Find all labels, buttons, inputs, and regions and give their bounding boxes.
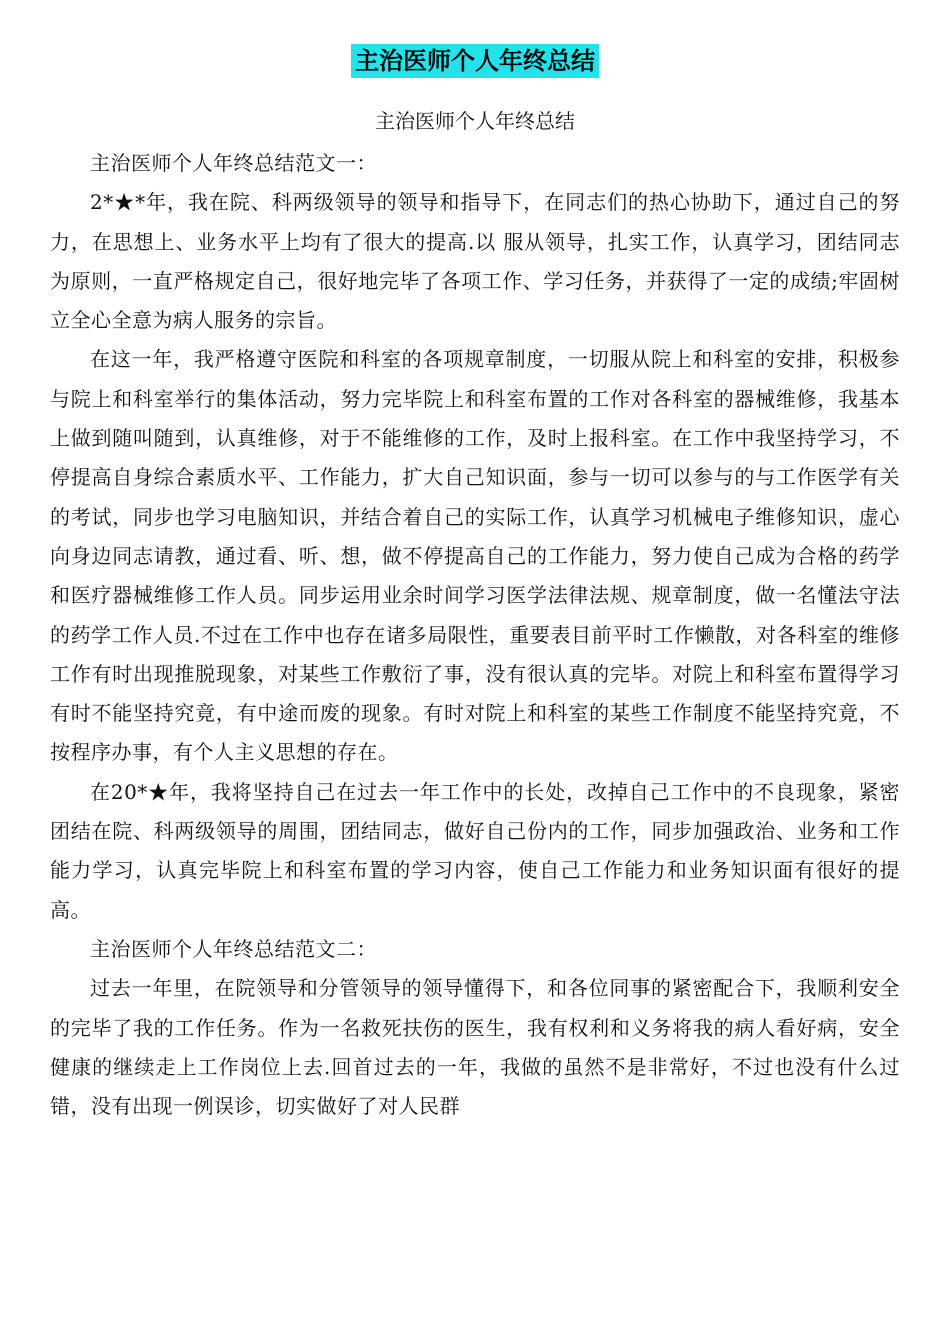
title-container [0,44,950,78]
paragraph: 在20*★年，我将坚持自己在过去一年工作中的长处，改掉自己工作中的不良现象，紧密团结在院、科两级领导的周围，团结同志，做好自己份内的工作，同步加强政治、业务和工作能力学习，认真完毕院上和科室布置的学习内容，使自己工作能力和业务知识面有很好的提高。 [50,779,900,922]
document-title: 主治医师个人年终总结 [351,44,599,78]
paragraph: 2*★*年，我在院、科两级领导的领导和指导下，在同志们的热心协助下，通过自己的努力，在思想上、业务水平上均有了很大的提高.以 服从领导，扎实工作，认真学习，团结同志 为原则，一直严格规定自己，很好地完毕了各项工作、学习任务，并获得了一定的成绩;牢固树立全心全意为病人服务的宗旨。 [50,190,900,333]
section-heading: 主治医师个人年终总结范文一： [90,151,377,175]
section-heading: 主治医师个人年终总结范文二： [90,936,377,961]
paragraph: 在这一年，我严格遵守医院和科室的各项规章制度，一切服从院上和科室的安排，积极参与院上和科室举行的集体活动，努力完毕院上和科室布置的工作对各科室的器械维修，我基本上做到随叫随到，认真维修，对于不能维修的工作，及时上报科室。在工作中我坚持学习，不停提高自身综合素质水平、工作能力，扩大自己知识面，参与一切可以参与的与工作医学有关的考试，同步也学习电脑知识，并结合着自己的实际工作，认真学习机械电子维修知识，虚心向身边同志请教，通过看、听、想，做不停提高自己的工作能力，努力使自己成为合格的药学和医疗器械维修工作人员。同步运用业余时间学习医学法律法规、规章制度，做一名懂法守法的药学工作人员.不过在工作中也存在诸多局限性，重要表目前平时工作懒散，对各科室的维修工作有时出现推脱现象，对某些工作敷衍了事，没有很认真的完毕。对院上和科室布置得学习有时不能坚持究竟，有中途而废的现象。有时对院上和科室的某些工作制度不能坚持究竟，不按程序办事，有个人主义思想的存在。 [50,347,900,765]
document-subtitle: 主治医师个人年终总结 [375,109,575,133]
document-body [50,144,900,1126]
paragraph: 过去一年里，在院领导和分管领导的领导懂得下，和各位同事的紧密配合下，我顺利安全的完毕了我的工作任务。作为一名救死扶伤的医生，我有权利和义务将我的病人看好病，安全健康的继续走上工作岗位上去.回首过去的一年，我做的虽然不是非常好，不过也没有什么过错，没有出现一例误诊，切实做好了对人民群 [50,976,900,1119]
